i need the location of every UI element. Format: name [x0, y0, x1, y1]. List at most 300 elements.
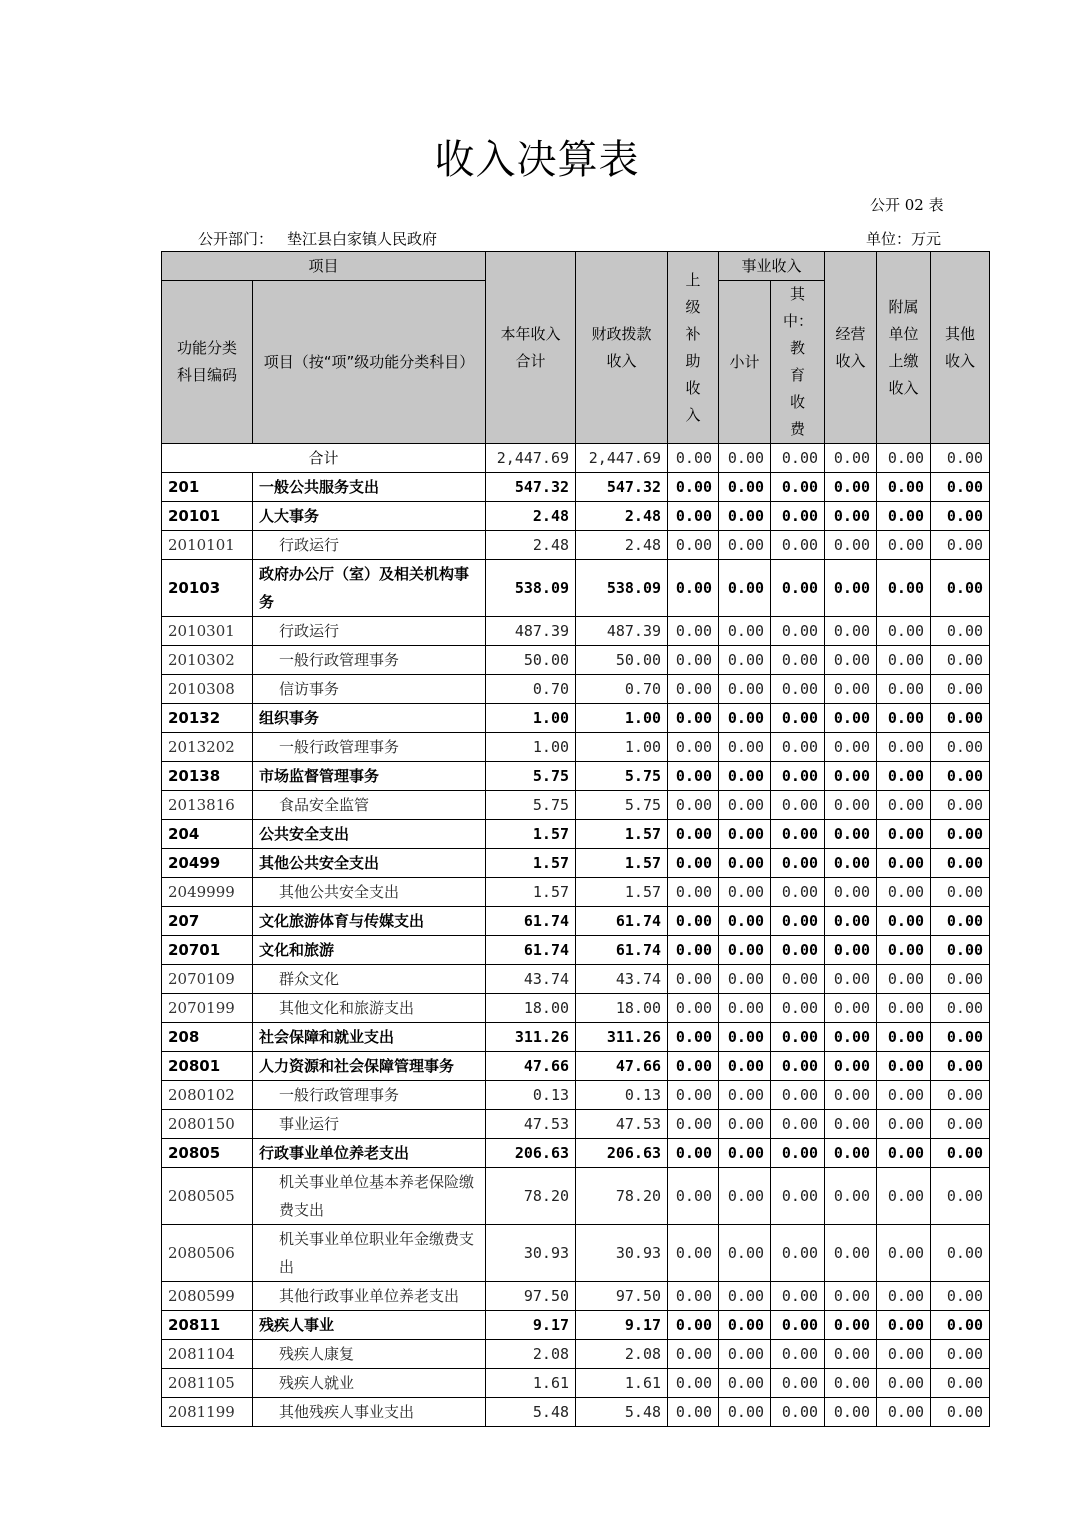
- row-name: 残疾人就业: [253, 1369, 486, 1398]
- row-value: 0.70: [486, 675, 576, 704]
- table-row: [162, 646, 990, 675]
- department-name: 垫江县白家镇人民政府: [287, 230, 438, 248]
- total-cell: 0.00: [668, 444, 719, 473]
- row-code: 2070109: [162, 965, 253, 994]
- row-value: 0.00: [825, 791, 877, 820]
- row-value: 0.00: [825, 473, 877, 502]
- row-code: 20101: [162, 502, 253, 531]
- row-value: 0.00: [931, 1168, 990, 1225]
- row-code: 2010301: [162, 617, 253, 646]
- row-code: 20811: [162, 1311, 253, 1340]
- row-name: 事业运行: [253, 1110, 486, 1139]
- unit-label: 单位：万元: [866, 230, 942, 248]
- row-name: 其他文化和旅游支出: [253, 994, 486, 1023]
- row-name: 其他公共安全支出: [253, 849, 486, 878]
- row-value: 5.75: [576, 762, 668, 791]
- row-value: 0.00: [877, 560, 931, 617]
- row-code: 20805: [162, 1139, 253, 1168]
- row-value: 0.00: [771, 936, 825, 965]
- row-value: 47.53: [486, 1110, 576, 1139]
- row-name: 组织事务: [253, 704, 486, 733]
- row-code: 20132: [162, 704, 253, 733]
- row-value: 1.61: [486, 1369, 576, 1398]
- row-value: 0.00: [719, 1168, 771, 1225]
- row-value: 0.00: [719, 994, 771, 1023]
- row-value: 0.00: [877, 531, 931, 560]
- table-row: [162, 560, 990, 617]
- row-value: 0.00: [771, 675, 825, 704]
- table-row: [162, 936, 990, 965]
- row-value: 0.00: [668, 1369, 719, 1398]
- row-code: 2080599: [162, 1282, 253, 1311]
- row-value: 0.00: [825, 1052, 877, 1081]
- row-name: 公共安全支出: [253, 820, 486, 849]
- header-business: 事业收入: [719, 252, 825, 281]
- row-value: 487.39: [576, 617, 668, 646]
- row-value: 0.00: [825, 531, 877, 560]
- row-value: 0.00: [825, 1369, 877, 1398]
- row-value: 0.00: [719, 531, 771, 560]
- row-value: 0.00: [668, 1023, 719, 1052]
- row-value: 0.00: [719, 1052, 771, 1081]
- header-operating: 经营收入: [825, 252, 877, 444]
- row-code: 20701: [162, 936, 253, 965]
- row-value: 0.00: [931, 878, 990, 907]
- row-value: 0.00: [931, 1282, 990, 1311]
- table-row: [162, 1023, 990, 1052]
- row-value: 2.48: [576, 531, 668, 560]
- row-code: 2081105: [162, 1369, 253, 1398]
- row-value: 0.00: [668, 1052, 719, 1081]
- table-row: [162, 791, 990, 820]
- table-row: [162, 820, 990, 849]
- row-value: 2.48: [486, 502, 576, 531]
- income-table: [161, 251, 990, 1427]
- row-value: 0.00: [771, 1052, 825, 1081]
- row-value: 0.00: [771, 646, 825, 675]
- row-value: 0.00: [771, 907, 825, 936]
- row-value: 0.00: [668, 1398, 719, 1427]
- table-row: [162, 1340, 990, 1369]
- row-value: 0.00: [771, 965, 825, 994]
- row-value: 0.00: [931, 1110, 990, 1139]
- row-value: 0.00: [771, 1398, 825, 1427]
- row-value: 97.50: [486, 1282, 576, 1311]
- total-cell: 2,447.69: [486, 444, 576, 473]
- row-value: 0.00: [877, 820, 931, 849]
- row-value: 0.00: [668, 1225, 719, 1282]
- row-value: 0.00: [771, 502, 825, 531]
- table-row: [162, 1311, 990, 1340]
- row-value: 0.00: [719, 791, 771, 820]
- row-value: 0.00: [877, 1369, 931, 1398]
- row-value: 0.00: [877, 1023, 931, 1052]
- row-value: 0.00: [668, 733, 719, 762]
- row-value: 0.00: [877, 762, 931, 791]
- row-value: 78.20: [486, 1168, 576, 1225]
- page-title: 收入决算表: [434, 137, 640, 183]
- row-value: 50.00: [486, 646, 576, 675]
- row-code: 2013202: [162, 733, 253, 762]
- row-value: 0.00: [771, 791, 825, 820]
- row-value: 0.00: [719, 1081, 771, 1110]
- row-value: 0.00: [719, 762, 771, 791]
- total-cell: 0.00: [877, 444, 931, 473]
- row-value: 0.00: [668, 1081, 719, 1110]
- row-value: 0.00: [825, 502, 877, 531]
- row-value: 9.17: [576, 1311, 668, 1340]
- row-value: 0.00: [668, 907, 719, 936]
- row-code: 2070199: [162, 994, 253, 1023]
- row-value: 0.00: [771, 1282, 825, 1311]
- row-name: 机关事业单位基本养老保险缴费支出: [253, 1168, 486, 1225]
- row-value: 538.09: [486, 560, 576, 617]
- row-value: 0.00: [771, 762, 825, 791]
- row-value: 0.00: [931, 1311, 990, 1340]
- row-value: 0.00: [771, 1168, 825, 1225]
- row-name: 人大事务: [253, 502, 486, 531]
- row-value: 0.00: [877, 473, 931, 502]
- row-value: 0.00: [825, 1110, 877, 1139]
- total-cell: 0.00: [719, 444, 771, 473]
- row-value: 0.00: [931, 560, 990, 617]
- row-value: 0.00: [931, 1225, 990, 1282]
- row-value: 0.00: [877, 791, 931, 820]
- row-value: 0.00: [771, 1225, 825, 1282]
- table-row: [162, 1282, 990, 1311]
- row-value: 50.00: [576, 646, 668, 675]
- row-value: 0.00: [877, 704, 931, 733]
- row-code: 2049999: [162, 878, 253, 907]
- table-row: [162, 1225, 990, 1282]
- row-name: 其他公共安全支出: [253, 878, 486, 907]
- row-value: 0.00: [771, 994, 825, 1023]
- row-value: 0.00: [719, 1340, 771, 1369]
- table-row: [162, 1139, 990, 1168]
- header-total-income: 本年收入合计: [486, 252, 576, 444]
- row-name: 行政运行: [253, 531, 486, 560]
- row-value: 5.75: [576, 791, 668, 820]
- row-value: 0.00: [931, 1139, 990, 1168]
- table-row: [162, 907, 990, 936]
- header-project: 项目: [162, 252, 486, 281]
- row-value: 0.00: [877, 1081, 931, 1110]
- row-name: 残疾人事业: [253, 1311, 486, 1340]
- row-value: 311.26: [576, 1023, 668, 1052]
- row-value: 0.00: [771, 849, 825, 878]
- row-value: 0.00: [771, 1023, 825, 1052]
- row-value: 0.00: [931, 791, 990, 820]
- table-row: [162, 1398, 990, 1427]
- table-row: [162, 1081, 990, 1110]
- row-value: 0.00: [877, 502, 931, 531]
- row-value: 0.00: [825, 704, 877, 733]
- row-value: 206.63: [486, 1139, 576, 1168]
- row-value: 0.00: [825, 762, 877, 791]
- row-value: 0.00: [771, 1139, 825, 1168]
- header-code: 功能分类科目编码: [162, 281, 253, 444]
- row-name: 一般公共服务支出: [253, 473, 486, 502]
- row-value: 0.00: [877, 849, 931, 878]
- row-value: 0.00: [877, 733, 931, 762]
- row-value: 0.00: [668, 473, 719, 502]
- row-value: 0.00: [668, 1139, 719, 1168]
- row-value: 0.00: [877, 1139, 931, 1168]
- row-value: 0.00: [668, 646, 719, 675]
- row-value: 0.00: [771, 473, 825, 502]
- row-value: 0.00: [931, 617, 990, 646]
- row-value: 0.00: [719, 878, 771, 907]
- row-value: 47.53: [576, 1110, 668, 1139]
- row-value: 1.00: [576, 733, 668, 762]
- row-value: 0.00: [931, 936, 990, 965]
- row-name: 一般行政管理事务: [253, 1081, 486, 1110]
- table-row: [162, 733, 990, 762]
- row-name: 信访事务: [253, 675, 486, 704]
- header-affiliated: 附属单位上缴收入: [877, 252, 931, 444]
- header-edu-fee: 其中：教育收费: [771, 281, 825, 444]
- row-value: 0.00: [719, 675, 771, 704]
- department-label: 公开部门：: [198, 230, 274, 248]
- row-value: 0.00: [931, 704, 990, 733]
- row-value: 0.00: [877, 1225, 931, 1282]
- header-fiscal: 财政拨款收入: [576, 252, 668, 444]
- row-value: 0.00: [877, 675, 931, 704]
- row-value: 206.63: [576, 1139, 668, 1168]
- total-row: [162, 444, 990, 473]
- row-value: 0.00: [877, 1398, 931, 1427]
- table-row: [162, 531, 990, 560]
- row-value: 0.00: [825, 1225, 877, 1282]
- row-value: 0.00: [719, 704, 771, 733]
- row-name: 行政事业单位养老支出: [253, 1139, 486, 1168]
- row-code: 2080102: [162, 1081, 253, 1110]
- row-value: 1.57: [486, 820, 576, 849]
- row-value: 0.00: [719, 473, 771, 502]
- row-value: 30.93: [576, 1225, 668, 1282]
- row-value: 0.00: [719, 1023, 771, 1052]
- row-value: 0.00: [931, 1081, 990, 1110]
- row-name: 群众文化: [253, 965, 486, 994]
- row-code: 2081199: [162, 1398, 253, 1427]
- row-value: 0.00: [825, 733, 877, 762]
- row-value: 0.00: [825, 1282, 877, 1311]
- row-value: 0.00: [825, 1081, 877, 1110]
- row-value: 0.00: [931, 849, 990, 878]
- row-value: 0.13: [486, 1081, 576, 1110]
- row-value: 0.00: [719, 1139, 771, 1168]
- row-value: 0.00: [771, 1340, 825, 1369]
- row-code: 204: [162, 820, 253, 849]
- table-row: [162, 878, 990, 907]
- row-name: 政府办公厅（室）及相关机构事务: [253, 560, 486, 617]
- row-value: 0.00: [719, 1398, 771, 1427]
- row-value: 0.00: [877, 1168, 931, 1225]
- row-code: 2010302: [162, 646, 253, 675]
- row-name: 一般行政管理事务: [253, 733, 486, 762]
- table-row: [162, 502, 990, 531]
- row-code: 2081104: [162, 1340, 253, 1369]
- total-cell: 2,447.69: [576, 444, 668, 473]
- row-value: 61.74: [576, 907, 668, 936]
- row-value: 0.00: [931, 994, 990, 1023]
- row-name: 其他残疾人事业支出: [253, 1398, 486, 1427]
- row-value: 0.00: [931, 1340, 990, 1369]
- row-value: 0.00: [668, 762, 719, 791]
- row-value: 0.00: [719, 1282, 771, 1311]
- row-value: 0.00: [825, 617, 877, 646]
- row-value: 0.00: [668, 820, 719, 849]
- row-value: 2.08: [486, 1340, 576, 1369]
- row-name: 其他行政事业单位养老支出: [253, 1282, 486, 1311]
- row-value: 0.00: [668, 1168, 719, 1225]
- row-value: 0.00: [771, 1369, 825, 1398]
- row-value: 0.00: [668, 936, 719, 965]
- row-name: 残疾人康复: [253, 1340, 486, 1369]
- row-value: 0.13: [576, 1081, 668, 1110]
- table-row: [162, 617, 990, 646]
- row-value: 0.00: [668, 1340, 719, 1369]
- row-value: 0.00: [771, 820, 825, 849]
- table-row: [162, 704, 990, 733]
- row-value: 0.00: [931, 733, 990, 762]
- row-value: 0.00: [771, 617, 825, 646]
- row-value: 9.17: [486, 1311, 576, 1340]
- row-value: 0.00: [825, 1168, 877, 1225]
- row-value: 0.00: [668, 965, 719, 994]
- row-value: 547.32: [576, 473, 668, 502]
- row-value: 0.00: [771, 1311, 825, 1340]
- header-subtotal: 小计: [719, 281, 771, 444]
- row-value: 0.00: [719, 907, 771, 936]
- row-value: 0.00: [877, 1311, 931, 1340]
- row-value: 547.32: [486, 473, 576, 502]
- row-value: 1.57: [486, 878, 576, 907]
- total-label: 合计: [162, 444, 486, 473]
- row-value: 5.75: [486, 762, 576, 791]
- row-value: 0.00: [825, 820, 877, 849]
- row-value: 487.39: [486, 617, 576, 646]
- row-value: 0.00: [931, 820, 990, 849]
- row-value: 0.00: [719, 1369, 771, 1398]
- row-value: 0.00: [719, 1110, 771, 1139]
- row-value: 0.00: [825, 1139, 877, 1168]
- row-value: 30.93: [486, 1225, 576, 1282]
- row-value: 0.00: [825, 878, 877, 907]
- row-value: 43.74: [486, 965, 576, 994]
- row-value: 0.00: [771, 1110, 825, 1139]
- row-value: 2.48: [486, 531, 576, 560]
- header-name: 项目（按“项”级功能分类科目）: [253, 281, 486, 444]
- row-value: 5.48: [576, 1398, 668, 1427]
- row-code: 2080150: [162, 1110, 253, 1139]
- row-value: 0.00: [668, 502, 719, 531]
- row-value: 0.00: [877, 1282, 931, 1311]
- row-value: 0.00: [877, 878, 931, 907]
- row-value: 0.00: [877, 1110, 931, 1139]
- row-value: 61.74: [486, 907, 576, 936]
- row-value: 0.00: [719, 502, 771, 531]
- row-value: 0.00: [668, 994, 719, 1023]
- row-code: 201: [162, 473, 253, 502]
- row-value: 1.00: [486, 733, 576, 762]
- row-value: 311.26: [486, 1023, 576, 1052]
- row-value: 0.00: [825, 936, 877, 965]
- row-value: 47.66: [576, 1052, 668, 1081]
- row-code: 207: [162, 907, 253, 936]
- row-value: 0.00: [825, 1340, 877, 1369]
- row-name: 市场监督管理事务: [253, 762, 486, 791]
- row-value: 97.50: [576, 1282, 668, 1311]
- row-code: 2080505: [162, 1168, 253, 1225]
- row-value: 0.00: [719, 646, 771, 675]
- table-row: [162, 849, 990, 878]
- row-value: 0.00: [771, 704, 825, 733]
- total-cell: 0.00: [931, 444, 990, 473]
- row-name: 人力资源和社会保障管理事务: [253, 1052, 486, 1081]
- row-value: 0.00: [719, 1311, 771, 1340]
- row-value: 1.57: [486, 849, 576, 878]
- row-value: 1.00: [486, 704, 576, 733]
- row-value: 0.70: [576, 675, 668, 704]
- row-value: 0.00: [931, 675, 990, 704]
- row-value: 0.00: [771, 878, 825, 907]
- row-value: 43.74: [576, 965, 668, 994]
- row-value: 0.00: [931, 646, 990, 675]
- row-value: 0.00: [931, 907, 990, 936]
- row-name: 一般行政管理事务: [253, 646, 486, 675]
- row-code: 2010308: [162, 675, 253, 704]
- row-value: 1.57: [576, 878, 668, 907]
- row-value: 0.00: [825, 1398, 877, 1427]
- row-value: 5.48: [486, 1398, 576, 1427]
- row-name: 机关事业单位职业年金缴费支出: [253, 1225, 486, 1282]
- row-value: 0.00: [825, 1023, 877, 1052]
- row-value: 1.57: [576, 849, 668, 878]
- table-row: [162, 965, 990, 994]
- row-value: 0.00: [719, 936, 771, 965]
- row-value: 1.57: [576, 820, 668, 849]
- row-value: 1.00: [576, 704, 668, 733]
- row-code: 208: [162, 1023, 253, 1052]
- table-row: [162, 1110, 990, 1139]
- row-value: 0.00: [931, 1023, 990, 1052]
- row-value: 0.00: [931, 502, 990, 531]
- row-value: 0.00: [931, 1052, 990, 1081]
- row-value: 0.00: [719, 849, 771, 878]
- row-value: 0.00: [825, 849, 877, 878]
- row-value: 0.00: [719, 560, 771, 617]
- row-value: 2.08: [576, 1340, 668, 1369]
- row-value: 0.00: [931, 531, 990, 560]
- header-other: 其他收入: [931, 252, 990, 444]
- row-value: 0.00: [719, 617, 771, 646]
- row-value: 1.61: [576, 1369, 668, 1398]
- row-value: 0.00: [825, 560, 877, 617]
- row-value: 0.00: [931, 762, 990, 791]
- table-row: [162, 675, 990, 704]
- row-value: 0.00: [825, 1311, 877, 1340]
- table-row: [162, 1168, 990, 1225]
- row-value: 0.00: [668, 1282, 719, 1311]
- row-value: 0.00: [877, 994, 931, 1023]
- row-value: 47.66: [486, 1052, 576, 1081]
- table-row: [162, 1052, 990, 1081]
- row-value: 0.00: [825, 965, 877, 994]
- row-value: 0.00: [877, 907, 931, 936]
- row-value: 0.00: [668, 1311, 719, 1340]
- row-value: 0.00: [668, 1110, 719, 1139]
